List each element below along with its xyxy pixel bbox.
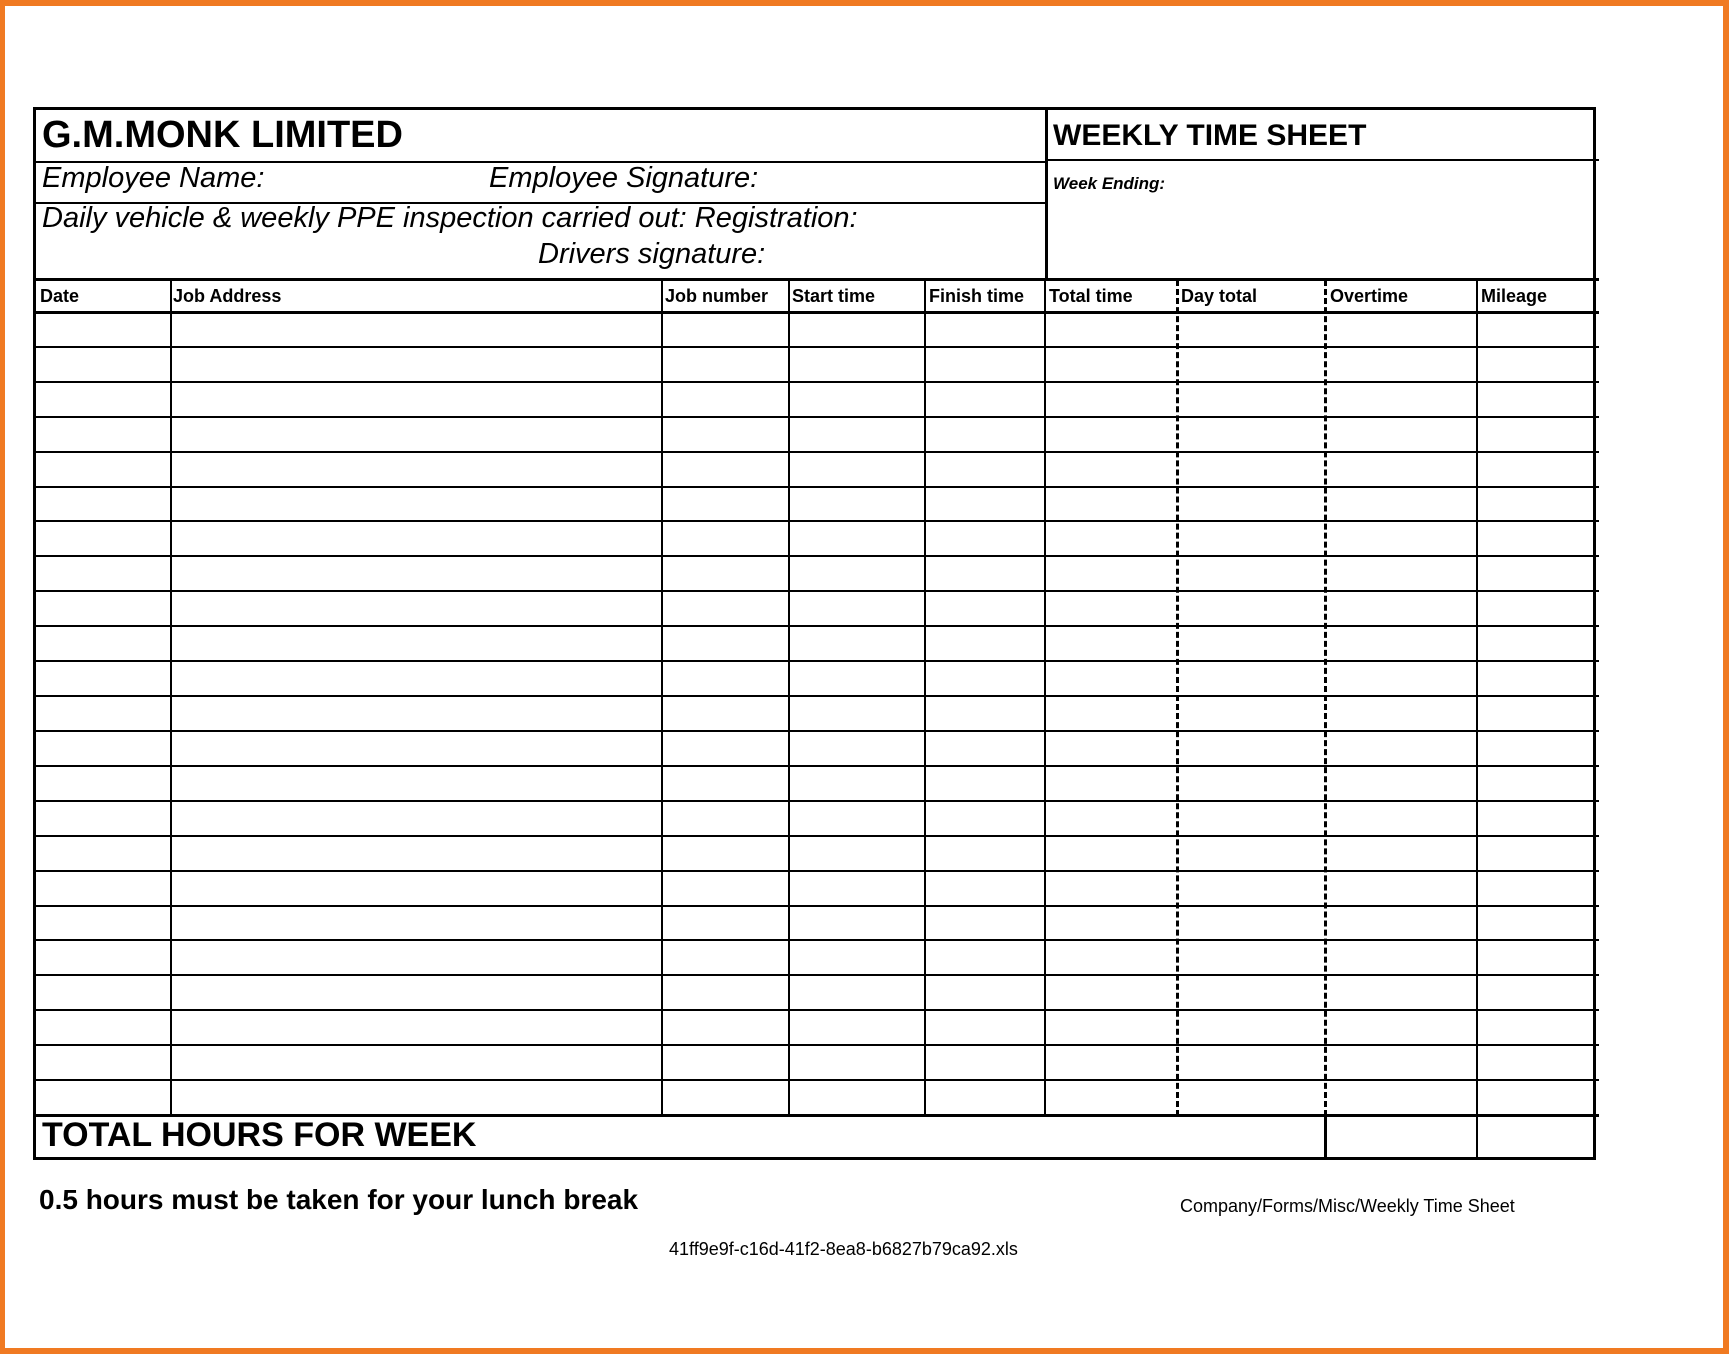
col-day-total: Day total [1181, 286, 1258, 306]
table-row [36, 730, 1599, 732]
employee-name-label: Employee Name: [42, 162, 265, 194]
table-row [36, 346, 1599, 348]
col-line-address [661, 280, 663, 1116]
col-dash-total-time [1176, 280, 1179, 1116]
form-title: WEEKLY TIME SHEET [1053, 119, 1367, 152]
table-row [36, 800, 1599, 802]
col-line-overtime [1476, 280, 1478, 1116]
col-job-number: Job number [665, 286, 769, 306]
col-line-start-time [924, 280, 926, 1116]
col-total-time: Total time [1049, 286, 1133, 306]
table-row [36, 870, 1599, 872]
table-row [36, 905, 1599, 907]
file-path: Company/Forms/Misc/Weekly Time Sheet [1180, 1196, 1515, 1216]
file-name: 41ff9e9f-c16d-41f2-8ea8-b6827b79ca92.xls [669, 1239, 1018, 1259]
drivers-signature-label: Drivers signature: [538, 238, 766, 270]
col-line-date [170, 280, 172, 1116]
column-header-bottom-line [36, 311, 1599, 314]
company-divider [36, 161, 1046, 163]
col-mileage: Mileage [1481, 286, 1548, 306]
company-name: G.M.MONK LIMITED [42, 114, 403, 156]
table-row [36, 765, 1599, 767]
table-row [36, 1044, 1599, 1046]
table-row [36, 381, 1599, 383]
col-date: Date [40, 286, 80, 306]
header-bottom-line [36, 278, 1599, 281]
table-row [36, 416, 1599, 418]
table-row [36, 660, 1599, 662]
inspection-label: Daily vehicle & weekly PPE inspection carried out: Registration: [42, 202, 858, 234]
lunch-note: 0.5 hours must be taken for your lunch break [39, 1184, 639, 1215]
table-row [36, 590, 1599, 592]
header-vertical-divider [1045, 110, 1048, 280]
total-divider-mileage [1476, 1115, 1478, 1160]
total-mileage-cell[interactable] [1479, 1117, 1596, 1159]
table-row [36, 1079, 1599, 1081]
total-overtime-cell[interactable] [1327, 1117, 1475, 1159]
title-divider [1046, 159, 1599, 161]
col-line-job-number [788, 280, 790, 1116]
table-row [36, 939, 1599, 941]
table-row [36, 695, 1599, 697]
col-start-time: Start time [792, 286, 876, 306]
table-row [36, 555, 1599, 557]
table-row [36, 835, 1599, 837]
table-row [36, 486, 1599, 488]
table-row [36, 520, 1599, 522]
table-row [36, 974, 1599, 976]
col-line-finish-time [1044, 280, 1046, 1116]
table-row [36, 451, 1599, 453]
col-finish-time: Finish time [929, 286, 1025, 306]
table-row [36, 625, 1599, 627]
col-job-address: Job Address [173, 286, 282, 306]
employee-divider [36, 202, 1046, 204]
week-ending-label: Week Ending: [1053, 174, 1166, 193]
col-overtime: Overtime [1330, 286, 1409, 306]
employee-signature-label: Employee Signature: [489, 162, 759, 194]
table-row [36, 1009, 1599, 1011]
timesheet-form [33, 107, 1596, 1160]
col-dash-day-total [1324, 280, 1327, 1116]
total-hours-label: TOTAL HOURS FOR WEEK [42, 1116, 477, 1154]
